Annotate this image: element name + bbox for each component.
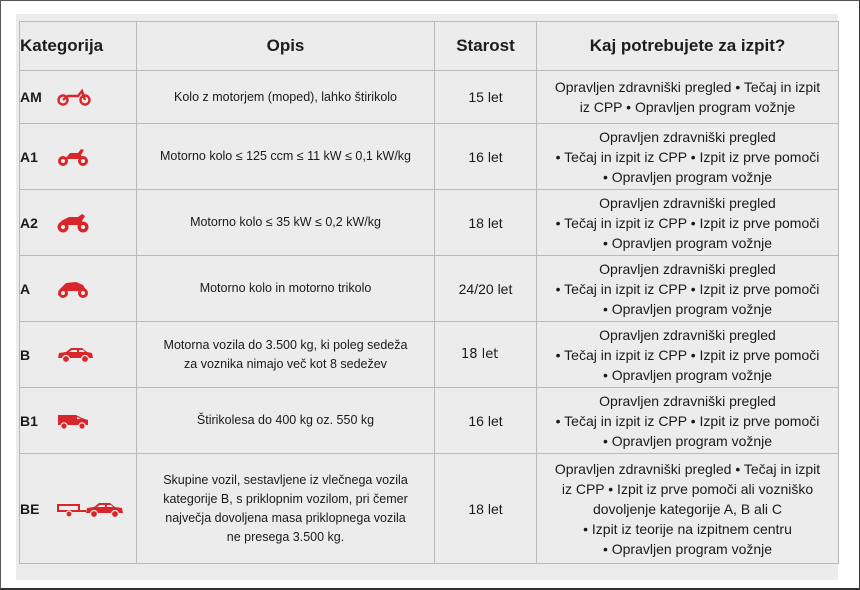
table-row xyxy=(20,454,839,564)
category-code: B1 xyxy=(20,412,38,429)
age-cell: 24/20 let xyxy=(435,256,537,322)
category-code: A1 xyxy=(20,148,38,165)
car-trailer-icon xyxy=(56,499,124,519)
description-cell: Štirikolesa do 400 kg oz. 550 kg xyxy=(137,388,435,454)
license-categories-table xyxy=(19,21,839,564)
requirement-line: Opravljen zdravniški pregled xyxy=(599,260,776,277)
description-cell xyxy=(137,322,435,388)
header-kategorija: Kategorija xyxy=(20,22,137,71)
description-line: Skupine vozil, sestavljene iz vlečnega vozila xyxy=(163,472,408,487)
van-icon xyxy=(56,412,90,430)
requirement-line: Opravljen zdravniški pregled • Tečaj in izpit xyxy=(554,79,821,95)
requirements-cell xyxy=(537,256,839,322)
requirement-line: Opravljen zdravniški pregled xyxy=(599,326,776,343)
requirement-line: Opravljen zdravniški pregled xyxy=(599,194,776,211)
table-row xyxy=(20,322,839,388)
category-code: AM xyxy=(20,89,42,106)
category-code: A xyxy=(20,280,31,297)
requirement-line: iz CPP • Opravljen program vožnje xyxy=(579,99,796,115)
table-header-row xyxy=(20,22,839,71)
age-cell: 16 let xyxy=(435,388,537,454)
category-cell xyxy=(20,388,137,454)
category-cell xyxy=(20,454,137,564)
requirements-cell xyxy=(537,388,839,454)
requirement-line: • Opravljen program vožnje xyxy=(602,366,773,383)
description-cell: Motorno kolo ≤ 35 kW ≤ 0,2 kW/kg xyxy=(137,190,435,256)
requirement-line: • Opravljen program vožnje xyxy=(602,234,773,251)
description-line: ne presega 3.500 kg. xyxy=(226,529,345,544)
description-line: Motorna vozila do 3.500 kg, ki poleg sedeža xyxy=(163,337,408,352)
table-row xyxy=(20,190,839,256)
requirement-line: • Opravljen program vožnje xyxy=(602,300,773,317)
requirement-line: • Tečaj in izpit iz CPP • Izpit iz prve pomoči xyxy=(555,214,820,231)
description-cell: Motorno kolo in motorno trikolo xyxy=(137,256,435,322)
requirement-line: • Opravljen program vožnje xyxy=(602,432,773,449)
age-cell: 18 let xyxy=(435,190,537,256)
category-code: B xyxy=(20,346,31,363)
table-row xyxy=(20,388,839,454)
requirements-cell xyxy=(537,322,839,388)
requirement-line: • Tečaj in izpit iz CPP • Izpit iz prve pomoči xyxy=(555,148,820,165)
requirement-line: Opravljen zdravniški pregled xyxy=(599,392,776,409)
description-cell: Motorno kolo ≤ 125 ccm ≤ 11 kW ≤ 0,1 kW/kg xyxy=(137,124,435,190)
requirement-line: • Tečaj in izpit iz CPP • Izpit iz prve pomoči xyxy=(555,412,820,429)
table-row xyxy=(20,124,839,190)
age-cell: 18 let xyxy=(435,454,537,564)
sport-motorcycle-icon xyxy=(56,279,90,299)
category-cell xyxy=(20,190,137,256)
motorcycle-medium-icon xyxy=(56,213,90,233)
age-cell: 15 let xyxy=(435,71,537,124)
table-row xyxy=(20,256,839,322)
description-cell xyxy=(137,454,435,564)
requirement-line: dovoljenje kategorije A, B ali C xyxy=(592,500,783,517)
requirements-cell xyxy=(537,71,839,124)
requirement-line: • Opravljen program vožnje xyxy=(602,168,773,185)
moped-icon xyxy=(56,88,92,106)
requirement-line: • Izpit iz teorije na izpitnem centru xyxy=(583,520,792,537)
requirements-cell xyxy=(537,454,839,564)
category-cell xyxy=(20,71,137,124)
category-cell xyxy=(20,124,137,190)
car-icon xyxy=(56,346,94,364)
description-cell: Kolo z motorjem (moped), lahko štirikolo xyxy=(137,71,435,124)
description-line: kategorije B, s priklopnim vozilom, pri čemer xyxy=(163,491,408,506)
age-cell: 18 let xyxy=(435,322,537,388)
header-requirements: Kaj potrebujete za izpit? xyxy=(537,22,839,71)
requirement-line: Opravljen zdravniški pregled xyxy=(599,128,776,145)
requirement-line: iz CPP • Izpit iz prve pomoči ali vozniško xyxy=(561,480,814,497)
age-cell: 16 let xyxy=(435,124,537,190)
requirements-cell xyxy=(537,124,839,190)
header-starost: Starost xyxy=(435,22,537,71)
category-code: BE xyxy=(20,500,40,517)
table-row xyxy=(20,71,839,124)
header-opis: Opis xyxy=(137,22,435,71)
requirement-line: Opravljen zdravniški pregled • Tečaj in izpit xyxy=(554,460,821,477)
requirement-line: • Opravljen program vožnje xyxy=(602,540,773,557)
requirement-line: • Tečaj in izpit iz CPP • Izpit iz prve pomoči xyxy=(555,280,820,297)
motorcycle-small-icon xyxy=(56,147,90,167)
description-line: za voznika nimajo več kot 8 sedežev xyxy=(184,356,387,371)
requirements-cell xyxy=(537,190,839,256)
category-cell xyxy=(20,322,137,388)
description-line: največja dovoljena masa priklopnega vozila xyxy=(165,510,406,525)
requirement-line: • Tečaj in izpit iz CPP • Izpit iz prve pomoči xyxy=(555,346,820,363)
category-cell xyxy=(20,256,137,322)
category-code: A2 xyxy=(20,214,38,231)
